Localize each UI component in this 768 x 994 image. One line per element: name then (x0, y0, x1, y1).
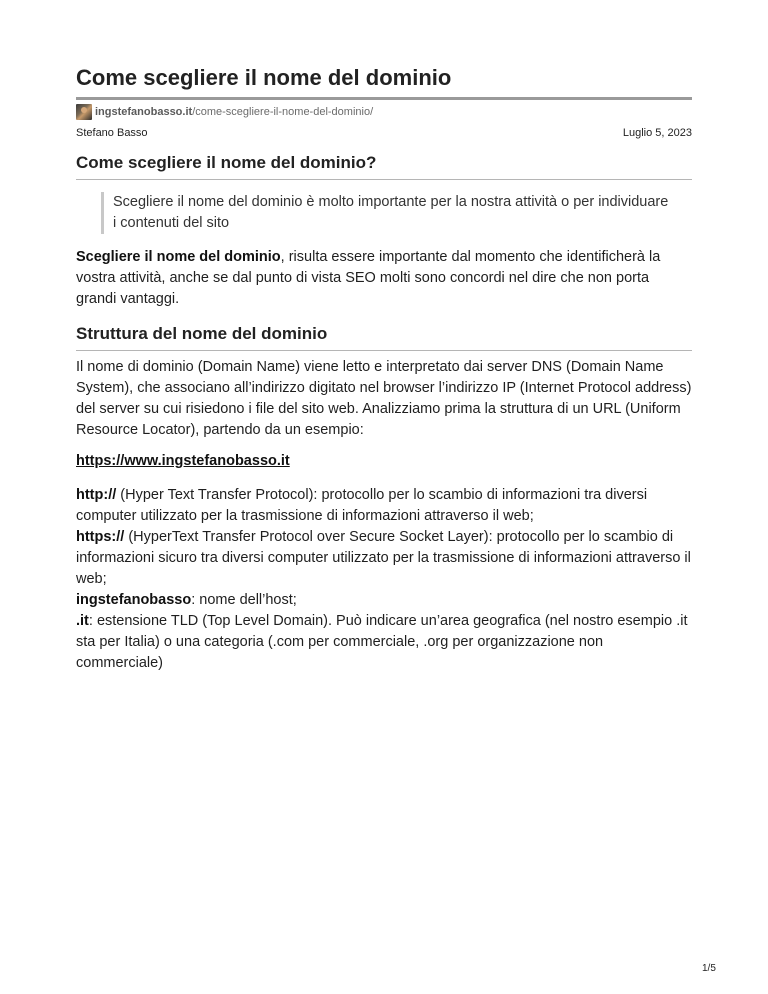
page-number: 1/5 (702, 963, 716, 974)
source-path: /come-scegliere-il-nome-del-dominio/ (192, 106, 374, 118)
definition-term: https:// (76, 529, 125, 545)
author-name: Stefano Basso (76, 127, 148, 139)
article-meta (76, 126, 692, 140)
definition-text: (Hyper Text Transfer Protocol): protocollo per lo scambio di informazioni tra diversi computer utilizzato per la trasmissione di informazioni attraverso il web; (76, 487, 648, 524)
section-divider (76, 179, 692, 180)
section-heading-choose: Come scegliere il nome del dominio? (76, 153, 377, 172)
publish-date: Luglio 5, 2023 (622, 127, 692, 139)
definition-term: ingstefanobasso (76, 592, 192, 608)
blockquote: Scegliere il nome del dominio è molto importante per la nostra attività o per individuare i contenuti del sito (101, 192, 673, 234)
title-divider (76, 97, 692, 100)
example-url-link[interactable]: https://www.ingstefanobasso.it (76, 453, 290, 469)
definition-text: : nome dell’host; (191, 592, 297, 608)
intro-paragraph (76, 247, 692, 310)
definition-text: : estensione TLD (Top Level Domain). Può indicare un’area geografica (nel nostro esempio .it sta per Italia) o una categoria (.com per commerciale, .org per organizzazione non commerciale) (76, 613, 688, 671)
page-title: Come scegliere il nome del dominio (76, 65, 452, 90)
source-domain: ingstefanobasso.it (95, 106, 193, 118)
definition-term: .it (76, 613, 89, 629)
site-favicon-icon (76, 104, 92, 120)
section-divider (76, 350, 692, 351)
definition-text: (HyperText Transfer Protocol over Secure Socket Layer): protocollo per lo scambio di informazioni sicuro tra diversi computer utilizzato per la trasmissione di informazioni attraverso il web; (76, 529, 691, 587)
source-link[interactable] (76, 104, 373, 120)
intro-text: , risulta essere importante dal momento che identificherà la vostra attività, anche se dal punto di vista SEO molti sono concordi nel dire che non porta grandi vantaggi. (76, 249, 661, 307)
section-heading-structure: Struttura del nome del dominio (76, 324, 328, 343)
definitions-block (76, 485, 692, 674)
structure-paragraph: Il nome di dominio (Domain Name) viene letto e interpretato dai server DNS (Domain Name System), che associano all’indirizzo digitato nel browser l’indirizzo IP (Internet Protocol address) del server su cui risiedono i file del sito web. Analizziamo prima la struttura di un URL (Uniform Resource Locator), partendo da un esempio: (76, 359, 692, 438)
definition-term: http:// (76, 487, 117, 503)
intro-bold: Scegliere il nome del dominio (76, 249, 281, 265)
